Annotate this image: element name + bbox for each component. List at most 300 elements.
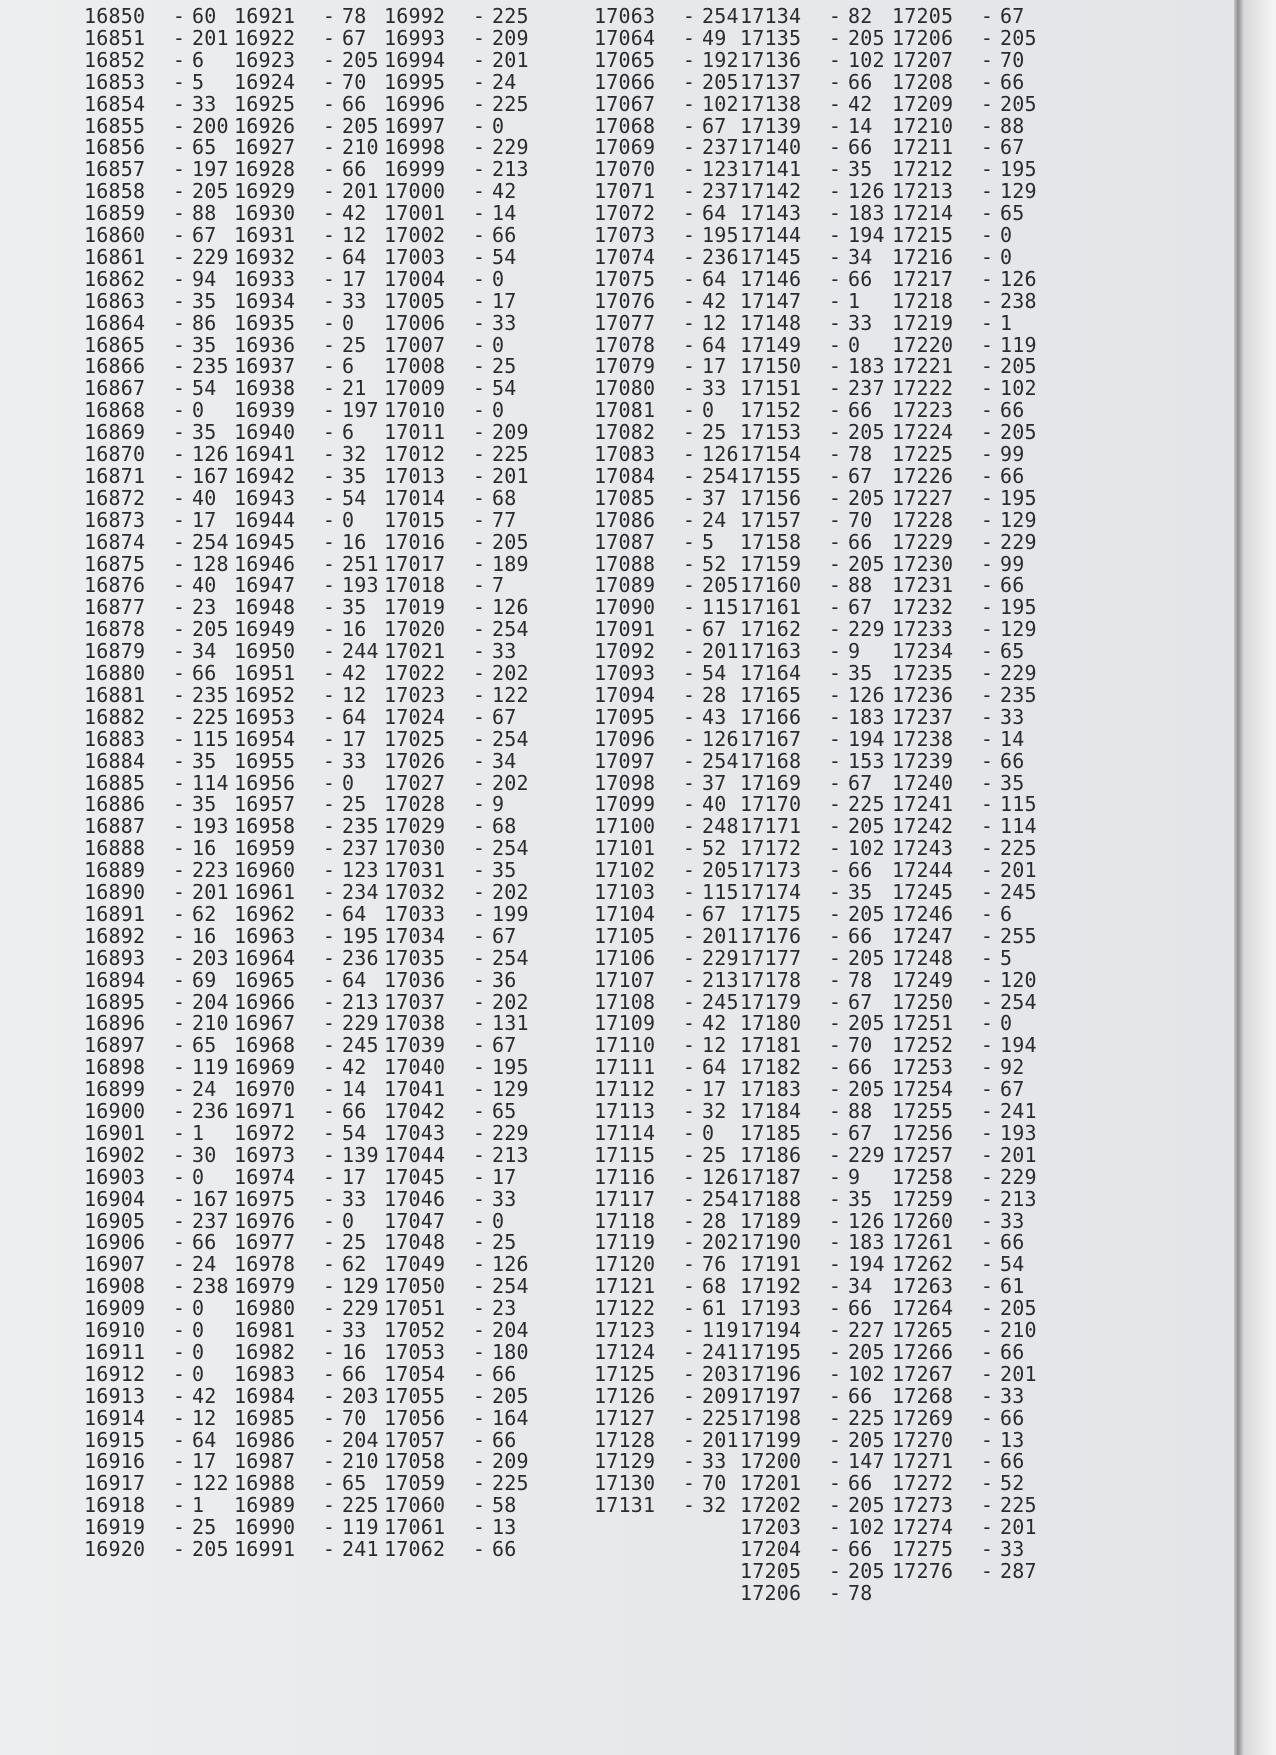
entry-separator: -: [682, 1230, 696, 1255]
listing-entry: [234, 47, 402, 72]
entry-value: 126: [1000, 266, 1037, 291]
listing-entry: [740, 47, 908, 72]
entry-address: 17219: [892, 310, 954, 335]
listing-entry: [594, 663, 762, 683]
listing-entry: [384, 398, 552, 423]
entry-separator: -: [682, 376, 696, 401]
entry-value: 205: [192, 617, 229, 642]
entry-separator: -: [322, 113, 336, 138]
entry-value: 213: [1000, 1186, 1037, 1211]
entry-value: 203: [192, 945, 229, 970]
entry-value: 0: [192, 1361, 205, 1386]
entry-separator: -: [172, 661, 186, 685]
entry-separator: -: [472, 858, 486, 883]
entry-separator: -: [828, 1318, 842, 1342]
listing-entry: [84, 47, 252, 72]
entry-separator: -: [322, 1142, 336, 1167]
entry-address: 17241: [892, 792, 954, 817]
listing-entry: [234, 201, 402, 226]
listing-entry: [234, 1101, 402, 1121]
listing-entry: [84, 1361, 252, 1386]
listing-entry: [84, 91, 252, 116]
entry-value: 54: [342, 1120, 367, 1145]
entry-separator: -: [980, 1033, 994, 1058]
entry-address: 17104: [594, 901, 656, 926]
entry-address: 17234: [892, 639, 954, 664]
entry-separator: -: [980, 113, 994, 138]
entry-value: 0: [492, 332, 505, 357]
entry-value: 13: [1000, 1427, 1025, 1452]
entry-separator: -: [682, 4, 696, 28]
entry-separator: -: [172, 1537, 186, 1561]
listing-entry: [84, 726, 252, 751]
entry-address: 17014: [384, 485, 446, 510]
entry-separator: -: [472, 748, 486, 773]
entry-separator: -: [980, 91, 994, 116]
entry-address: 16951: [234, 661, 296, 685]
entry-separator: -: [682, 266, 696, 291]
listing-entry: [234, 573, 402, 598]
entry-value: 35: [848, 880, 873, 904]
entry-address: 17215: [892, 223, 954, 247]
entry-value: 17: [702, 354, 727, 379]
entry-value: 17: [702, 1077, 727, 1102]
entry-address: 17186: [740, 1142, 802, 1167]
entry-separator: -: [172, 223, 186, 247]
entry-address: 17004: [384, 266, 446, 291]
entry-address: 17084: [594, 463, 656, 488]
entry-separator: -: [980, 1186, 994, 1211]
listing-entry: [384, 225, 552, 245]
entry-value: 248: [702, 814, 739, 839]
entry-value: 66: [192, 661, 217, 685]
entry-separator: -: [472, 617, 486, 642]
entry-address: 16860: [84, 223, 146, 247]
listing-entry: [892, 682, 1060, 707]
listing-entry: [594, 288, 762, 313]
entry-value: 126: [702, 1164, 739, 1189]
listing-entry: [84, 135, 252, 160]
entry-address: 16899: [84, 1077, 146, 1102]
entry-separator: -: [472, 25, 486, 50]
entry-address: 16852: [84, 47, 146, 72]
listing-entry: [84, 1427, 252, 1452]
entry-address: 16934: [234, 288, 296, 313]
entry-value: 67: [848, 1120, 873, 1145]
entry-address: 17003: [384, 244, 446, 269]
entry-address: 17268: [892, 1383, 954, 1408]
entry-address: 17074: [594, 244, 656, 269]
entry-value: 42: [702, 288, 727, 313]
listing-entry: [892, 1077, 1060, 1102]
listing-entry: [892, 663, 1060, 683]
entry-value: 209: [492, 420, 529, 445]
entry-address: 16976: [234, 1208, 296, 1233]
entry-value: 94: [192, 266, 217, 291]
entry-value: 66: [848, 266, 873, 291]
entry-address: 16985: [234, 1405, 296, 1430]
entry-value: 70: [702, 1471, 727, 1496]
listing-entry: [234, 6, 402, 26]
listing-entry: [594, 225, 762, 245]
listing-entry: [594, 1274, 762, 1299]
entry-separator: -: [472, 442, 486, 466]
listing-entry: [384, 1320, 552, 1340]
entry-value: 24: [192, 1252, 217, 1277]
entry-value: 195: [702, 223, 739, 247]
entry-separator: -: [682, 1055, 696, 1080]
entry-address: 17232: [892, 595, 954, 620]
listing-entry: [892, 726, 1060, 751]
entry-address: 17123: [594, 1318, 656, 1342]
listing-entry: [84, 901, 252, 926]
entry-separator: -: [172, 1033, 186, 1058]
entry-address: 17053: [384, 1339, 446, 1364]
entry-separator: -: [322, 661, 336, 685]
entry-address: 17158: [740, 529, 802, 554]
entry-separator: -: [828, 463, 842, 488]
entry-value: 99: [1000, 442, 1025, 466]
entry-value: 70: [342, 69, 367, 94]
entry-address: 16979: [234, 1274, 296, 1299]
entry-address: 17170: [740, 792, 802, 817]
entry-value: 66: [848, 858, 873, 883]
listing-entry: [892, 376, 1060, 401]
page-edge: [1234, 0, 1276, 1755]
entry-address: 16869: [84, 420, 146, 445]
entry-value: 67: [702, 617, 727, 642]
listing-entry: [740, 551, 908, 576]
entry-address: 17216: [892, 244, 954, 269]
entry-address: 17126: [594, 1383, 656, 1408]
entry-address: 17142: [740, 179, 802, 204]
listing-entry: [740, 1493, 908, 1518]
entry-separator: -: [828, 442, 842, 466]
entry-separator: -: [828, 507, 842, 532]
entry-separator: -: [322, 682, 336, 707]
entry-separator: -: [322, 135, 336, 160]
entry-separator: -: [682, 201, 696, 226]
entry-separator: -: [472, 682, 486, 707]
entry-separator: -: [172, 704, 186, 729]
listing-entry: [384, 945, 552, 970]
entry-value: 245: [702, 989, 739, 1014]
entry-separator: -: [472, 945, 486, 970]
entry-value: 25: [702, 420, 727, 445]
entry-address: 17206: [892, 25, 954, 50]
entry-value: 17: [342, 1164, 367, 1189]
listing-entry: [234, 1033, 402, 1058]
entry-address: 17156: [740, 485, 802, 510]
listing-entry: [892, 157, 1060, 182]
entry-separator: -: [682, 1449, 696, 1474]
entry-value: 17: [192, 507, 217, 532]
entry-value: 202: [492, 880, 529, 904]
listing-entry: [892, 47, 1060, 72]
entry-value: 0: [342, 770, 355, 795]
entry-separator: -: [472, 529, 486, 554]
entry-address: 17239: [892, 748, 954, 773]
listing-entry: [740, 882, 908, 902]
listing-entry: [234, 507, 402, 532]
entry-address: 17025: [384, 726, 446, 751]
entry-value: 205: [492, 1383, 529, 1408]
listing-entry: [594, 1320, 762, 1340]
listing-entry: [234, 770, 402, 795]
entry-value: 183: [848, 704, 885, 729]
entry-separator: -: [682, 420, 696, 445]
entry-value: 52: [702, 836, 727, 861]
entry-value: 33: [492, 1186, 517, 1211]
entry-address: 17052: [384, 1318, 446, 1342]
listing-entry: [234, 485, 402, 510]
entry-address: 16857: [84, 157, 146, 182]
listing-entry: [84, 332, 252, 357]
listing-entry: [892, 1252, 1060, 1277]
entry-separator: -: [472, 47, 486, 72]
listing-entry: [594, 1055, 762, 1080]
listing-entry: [84, 639, 252, 664]
entry-value: 0: [1000, 1011, 1013, 1036]
listing-entry: [594, 463, 762, 488]
entry-separator: -: [172, 266, 186, 291]
entry-address: 16896: [84, 1011, 146, 1036]
entry-separator: -: [980, 69, 994, 94]
listing-entry: [740, 1274, 908, 1299]
listing-entry: [594, 1339, 762, 1364]
listing-entry: [84, 573, 252, 598]
listing-entry: [892, 310, 1060, 335]
entry-separator: -: [980, 1099, 994, 1123]
entry-separator: -: [172, 442, 186, 466]
entry-separator: -: [828, 1208, 842, 1233]
entry-address: 17022: [384, 661, 446, 685]
listing-entry: [384, 882, 552, 902]
entry-address: 16973: [234, 1142, 296, 1167]
entry-value: 66: [848, 529, 873, 554]
entry-value: 33: [702, 1449, 727, 1474]
entry-value: 54: [702, 661, 727, 685]
entry-address: 16958: [234, 814, 296, 839]
entry-separator: -: [172, 1296, 186, 1321]
entry-address: 17028: [384, 792, 446, 817]
entry-value: 35: [1000, 770, 1025, 795]
entry-separator: -: [322, 1274, 336, 1299]
entry-separator: -: [172, 91, 186, 116]
entry-separator: -: [172, 1230, 186, 1255]
entry-address: 17034: [384, 923, 446, 948]
listing-entry: [84, 1449, 252, 1474]
entry-value: 126: [702, 442, 739, 466]
listing-entry: [594, 1383, 762, 1408]
listing-entry: [234, 113, 402, 138]
entry-separator: -: [172, 1099, 186, 1123]
entry-value: 225: [1000, 836, 1037, 861]
entry-value: 42: [342, 661, 367, 685]
entry-address: 17201: [740, 1471, 802, 1496]
entry-value: 1: [192, 1120, 205, 1145]
listing-entry: [892, 923, 1060, 948]
entry-address: 17171: [740, 814, 802, 839]
entry-value: 66: [342, 91, 367, 116]
entry-value: 5: [702, 529, 715, 554]
listing-entry: [594, 1120, 762, 1145]
entry-value: 235: [192, 354, 229, 379]
entry-address: 17122: [594, 1296, 656, 1321]
entry-value: 209: [492, 25, 529, 50]
listing-entry: [84, 1142, 252, 1167]
entry-address: 16917: [84, 1471, 146, 1496]
entry-separator: -: [682, 704, 696, 729]
entry-address: 17221: [892, 354, 954, 379]
entry-value: 235: [192, 682, 229, 707]
listing-entry: [84, 1208, 252, 1233]
entry-value: 78: [848, 967, 873, 992]
listing-entry: [384, 310, 552, 335]
entry-separator: -: [472, 244, 486, 269]
entry-separator: -: [828, 573, 842, 598]
entry-address: 17029: [384, 814, 446, 839]
entry-address: 17118: [594, 1208, 656, 1233]
entry-address: 16879: [84, 639, 146, 664]
entry-separator: -: [828, 113, 842, 138]
listing-entry: [892, 792, 1060, 817]
entry-value: 119: [1000, 332, 1037, 357]
entry-address: 17147: [740, 288, 802, 313]
entry-value: 213: [342, 989, 379, 1014]
listing-entry: [892, 244, 1060, 269]
entry-value: 21: [342, 376, 367, 401]
entry-address: 16876: [84, 573, 146, 598]
entry-separator: -: [472, 551, 486, 576]
entry-separator: -: [980, 463, 994, 488]
entry-separator: -: [472, 989, 486, 1014]
listing-entry: [234, 1296, 402, 1321]
entry-address: 17159: [740, 551, 802, 576]
entry-separator: -: [472, 354, 486, 379]
entry-value: 201: [1000, 1142, 1037, 1167]
entry-separator: -: [322, 923, 336, 948]
entry-separator: -: [322, 1055, 336, 1080]
entry-value: 131: [492, 1011, 529, 1036]
listing-entry: [384, 1274, 552, 1299]
listing-entry: [892, 814, 1060, 839]
entry-value: 204: [192, 989, 229, 1014]
listing-entry: [892, 1142, 1060, 1167]
entry-value: 205: [1000, 420, 1037, 445]
entry-address: 17111: [594, 1055, 656, 1080]
entry-separator: -: [828, 1164, 842, 1189]
listing-entry: [594, 25, 762, 50]
listing-entry: [740, 945, 908, 970]
entry-value: 66: [848, 69, 873, 94]
entry-address: 17247: [892, 923, 954, 948]
entry-address: 16898: [84, 1055, 146, 1080]
entry-address: 17179: [740, 989, 802, 1014]
entry-address: 17108: [594, 989, 656, 1014]
listing-entry: [384, 704, 552, 729]
entry-address: 17072: [594, 201, 656, 226]
entry-separator: -: [828, 967, 842, 992]
entry-value: 24: [702, 507, 727, 532]
listing-entry: [384, 858, 552, 883]
entry-address: 17276: [892, 1558, 954, 1583]
entry-value: 129: [342, 1274, 379, 1299]
entry-separator: -: [682, 1471, 696, 1496]
listing-entry: [594, 310, 762, 335]
listing-entry: [84, 1539, 252, 1559]
entry-value: 12: [342, 682, 367, 707]
entry-separator: -: [980, 25, 994, 50]
entry-separator: -: [682, 1186, 696, 1211]
entry-value: 43: [702, 704, 727, 729]
entry-separator: -: [828, 901, 842, 926]
entry-address: 17235: [892, 661, 954, 685]
entry-value: 205: [848, 901, 885, 926]
entry-separator: -: [172, 726, 186, 751]
entry-separator: -: [472, 901, 486, 926]
entry-separator: -: [322, 91, 336, 116]
listing-entry: [740, 639, 908, 664]
listing-entry: [892, 1449, 1060, 1474]
entry-separator: -: [682, 25, 696, 50]
listing-entry: [594, 1427, 762, 1452]
entry-value: 202: [492, 661, 529, 685]
entry-separator: -: [172, 1361, 186, 1386]
listing-entry: [594, 1077, 762, 1102]
entry-address: 17018: [384, 573, 446, 598]
entry-address: 17255: [892, 1099, 954, 1123]
entry-value: 35: [848, 1186, 873, 1211]
entry-address: 17030: [384, 836, 446, 861]
entry-value: 201: [492, 463, 529, 488]
entry-address: 17048: [384, 1230, 446, 1255]
entry-address: 16994: [384, 47, 446, 72]
entry-value: 42: [342, 201, 367, 226]
entry-separator: -: [472, 836, 486, 861]
listing-entry: [234, 814, 402, 839]
entry-address: 17136: [740, 47, 802, 72]
listing-entry: [384, 444, 552, 464]
entry-separator: -: [322, 1405, 336, 1430]
entry-value: 205: [848, 814, 885, 839]
entry-separator: -: [980, 923, 994, 948]
entry-value: 254: [702, 1186, 739, 1211]
listing-entry: [740, 573, 908, 598]
entry-address: 17088: [594, 551, 656, 576]
entry-separator: -: [472, 1208, 486, 1233]
listing-entry: [234, 463, 402, 488]
entry-address: 16960: [234, 858, 296, 883]
entry-separator: -: [172, 792, 186, 817]
entry-value: 5: [1000, 945, 1013, 970]
entry-separator: -: [472, 1296, 486, 1321]
listing-entry: [594, 444, 762, 464]
entry-separator: -: [172, 354, 186, 379]
listing-entry: [892, 332, 1060, 357]
listing-entry: [594, 1449, 762, 1474]
listing-entry: [234, 1142, 402, 1167]
entry-address: 16923: [234, 47, 296, 72]
entry-address: 17157: [740, 507, 802, 532]
entry-value: 0: [192, 398, 205, 423]
entry-value: 88: [848, 1099, 873, 1123]
entry-address: 17153: [740, 420, 802, 445]
listing-entry: [740, 1405, 908, 1430]
entry-value: 201: [1000, 858, 1037, 883]
listing-entry: [84, 1405, 252, 1430]
listing-entry: [892, 529, 1060, 554]
